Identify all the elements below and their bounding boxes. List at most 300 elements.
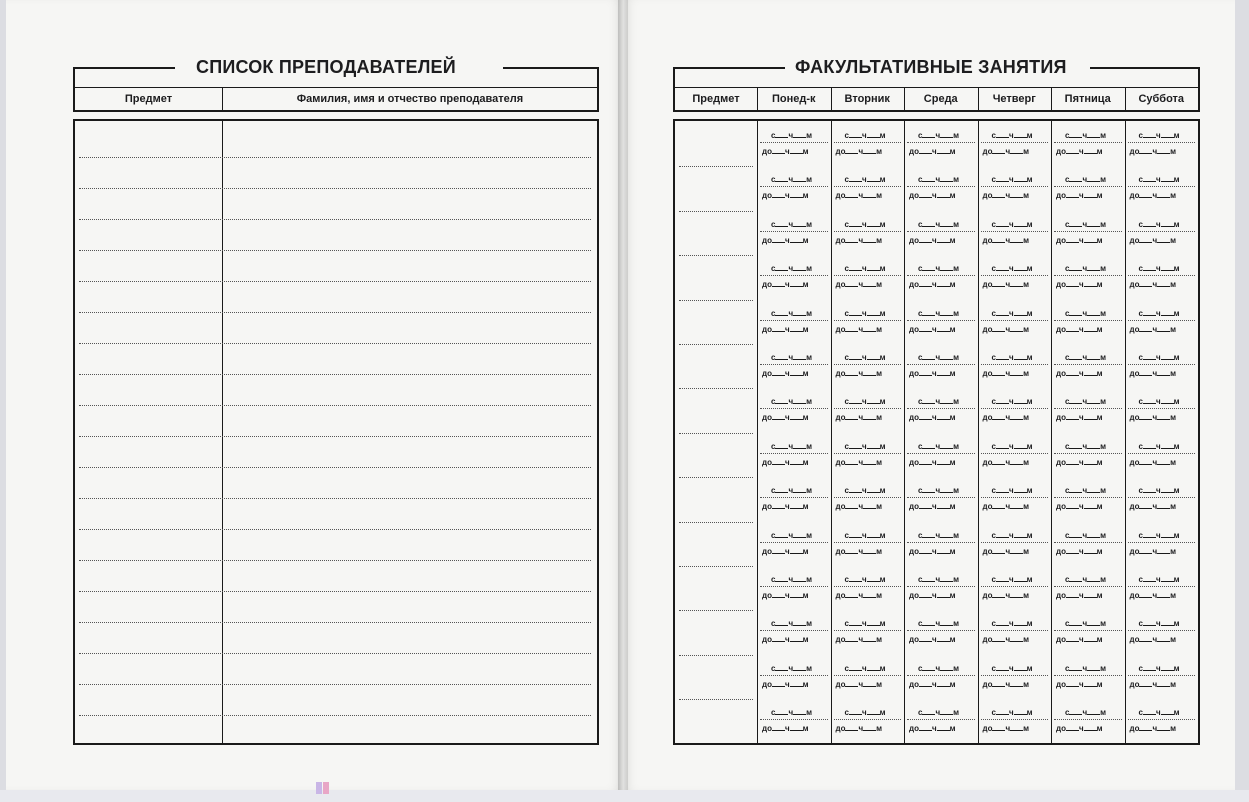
time-slot-to: до ч м xyxy=(909,591,956,600)
time-slot-divider xyxy=(834,408,902,409)
time-slot-to: до ч м xyxy=(982,235,1030,245)
time-slot-to: до ч м xyxy=(835,413,883,423)
time-slot-to: до ч м xyxy=(1129,457,1177,467)
time-slot-divider xyxy=(1128,497,1196,498)
time-slot-from: с ч м xyxy=(991,530,1033,540)
time-slot-to: до ч м xyxy=(1056,413,1103,423)
time-slot-from: с ч м xyxy=(844,486,886,496)
electives-col-day: Понед-к xyxy=(771,93,816,105)
time-slot-from: с ч м xyxy=(991,441,1033,451)
time-slot-divider xyxy=(760,320,828,321)
time-slot-divider xyxy=(907,719,975,720)
time-slot-divider xyxy=(981,320,1049,321)
time-slot-divider xyxy=(981,142,1049,143)
time-slot-to: до ч м xyxy=(762,235,809,245)
elective-row-line xyxy=(679,433,753,434)
time-slot-to: до ч м xyxy=(1129,235,1177,245)
book-edge xyxy=(0,790,1249,802)
electives-col-day: Вторник xyxy=(844,93,890,105)
time-slot-from: с ч м xyxy=(918,708,960,718)
electives-col-day: Среда xyxy=(923,93,958,105)
time-slot-to: до ч м xyxy=(982,724,1030,734)
time-slot-divider xyxy=(834,497,902,498)
time-slot-divider xyxy=(760,275,828,276)
time-slot-divider xyxy=(1054,497,1122,498)
time-slot-to: до ч м xyxy=(909,369,956,378)
time-slot-from: с ч м xyxy=(991,708,1033,718)
teacher-row-line xyxy=(79,560,591,561)
teacher-row-line xyxy=(79,529,591,530)
time-slot-divider xyxy=(1054,586,1122,587)
time-slot-to: до ч м xyxy=(835,591,883,600)
time-slot-to: до ч м xyxy=(1056,635,1103,645)
time-slot-from: с ч м xyxy=(771,663,813,673)
time-slot-from: с ч м xyxy=(918,175,960,185)
time-slot-to: до ч м xyxy=(909,413,956,423)
time-slot-divider xyxy=(1128,453,1196,454)
time-slot-to: до ч м xyxy=(762,369,809,378)
time-slot-to: до ч м xyxy=(909,191,956,201)
time-slot-from: с ч м xyxy=(918,441,960,451)
time-slot-to: до ч м xyxy=(835,635,883,645)
teacher-row-line xyxy=(79,684,591,685)
time-slot-from: с ч м xyxy=(1138,530,1180,540)
teacher-row-line xyxy=(79,405,591,406)
time-slot-divider xyxy=(760,542,828,543)
elective-row-line xyxy=(679,255,753,256)
time-slot-divider xyxy=(907,142,975,143)
time-slot-divider xyxy=(981,408,1049,409)
time-slot-divider xyxy=(760,586,828,587)
time-slot-from: с ч м xyxy=(918,353,960,362)
time-slot-to: до ч м xyxy=(835,191,883,201)
time-slot-from: с ч м xyxy=(991,308,1033,318)
time-slot-divider xyxy=(981,364,1049,365)
time-slot-to: до ч м xyxy=(982,147,1030,156)
time-slot-from: с ч м xyxy=(918,219,960,229)
time-slot-divider xyxy=(1054,275,1122,276)
time-slot-divider xyxy=(760,719,828,720)
time-slot-divider xyxy=(981,586,1049,587)
time-slot-from: с ч м xyxy=(771,219,813,229)
time-slot-divider xyxy=(907,586,975,587)
teachers-col-subject: Предмет xyxy=(124,93,173,105)
time-slot-to: до ч м xyxy=(835,546,883,556)
elective-row-line xyxy=(679,211,753,212)
time-slot-to: до ч м xyxy=(762,457,809,467)
teacher-row-line xyxy=(79,219,591,220)
time-slot-divider xyxy=(907,231,975,232)
time-slot-to: до ч м xyxy=(982,591,1030,600)
time-slot-from: с ч м xyxy=(1138,441,1180,451)
elective-row-line xyxy=(679,522,753,523)
time-slot-to: до ч м xyxy=(909,324,956,334)
time-slot-divider xyxy=(834,231,902,232)
time-slot-to: до ч м xyxy=(762,679,809,689)
time-slot-divider xyxy=(907,675,975,676)
time-slot-from: с ч м xyxy=(918,663,960,673)
time-slot-divider xyxy=(1128,630,1196,631)
teacher-row-line xyxy=(79,622,591,623)
time-slot-to: до ч м xyxy=(835,457,883,467)
time-slot-from: с ч м xyxy=(1138,663,1180,673)
time-slot-to: до ч м xyxy=(1129,546,1177,556)
time-slot-divider xyxy=(834,364,902,365)
elective-row-line xyxy=(679,388,753,389)
time-slot-from: с ч м xyxy=(771,264,813,274)
time-slot-divider xyxy=(1128,320,1196,321)
time-slot-from: с ч м xyxy=(918,530,960,540)
time-slot-from: с ч м xyxy=(1138,708,1180,718)
time-slot-from: с ч м xyxy=(844,353,886,362)
teachers-col-name: Фамилия, имя и отчество преподавателя xyxy=(296,93,524,105)
electives-col-subject: Предмет xyxy=(692,93,740,105)
teacher-row-line xyxy=(79,498,591,499)
time-slot-to: до ч м xyxy=(1129,324,1177,334)
time-slot-from: с ч м xyxy=(991,219,1033,229)
time-slot-to: до ч м xyxy=(835,147,883,156)
time-slot-divider xyxy=(834,542,902,543)
bookmark-ribbon xyxy=(316,782,322,794)
time-slot-divider xyxy=(760,231,828,232)
time-slot-to: до ч м xyxy=(835,369,883,378)
time-slot-to: до ч м xyxy=(835,280,883,290)
time-slot-to: до ч м xyxy=(909,502,956,512)
time-slot-divider xyxy=(1054,231,1122,232)
time-slot-to: до ч м xyxy=(909,679,956,689)
time-slot-divider xyxy=(834,186,902,187)
time-slot-from: с ч м xyxy=(918,397,960,407)
time-slot-from: с ч м xyxy=(771,708,813,718)
electives-col-day: Пятница xyxy=(1064,93,1111,105)
elective-row-line xyxy=(679,344,753,345)
time-slot-divider xyxy=(834,630,902,631)
time-slot-divider xyxy=(1128,408,1196,409)
time-slot-to: до ч м xyxy=(982,191,1030,201)
time-slot-divider xyxy=(760,675,828,676)
time-slot-divider xyxy=(1054,320,1122,321)
time-slot-divider xyxy=(760,186,828,187)
time-slot-divider xyxy=(981,186,1049,187)
time-slot-divider xyxy=(1128,142,1196,143)
time-slot-to: до ч м xyxy=(1056,546,1103,556)
time-slot-divider xyxy=(981,719,1049,720)
time-slot-from: с ч м xyxy=(771,619,813,629)
teacher-row-line xyxy=(79,281,591,282)
time-slot-to: до ч м xyxy=(835,235,883,245)
time-slot-divider xyxy=(1128,186,1196,187)
teacher-row-line xyxy=(79,436,591,437)
time-slot-divider xyxy=(981,497,1049,498)
time-slot-from: с ч м xyxy=(844,575,886,584)
time-slot-divider xyxy=(760,497,828,498)
time-slot-divider xyxy=(907,320,975,321)
time-slot-to: до ч м xyxy=(1056,369,1103,378)
time-slot-divider xyxy=(1054,142,1122,143)
time-slot-from: с ч м xyxy=(771,353,813,362)
time-slot-to: до ч м xyxy=(1129,679,1177,689)
electives-col-day: Четверг xyxy=(992,93,1036,105)
time-slot-from: с ч м xyxy=(1138,264,1180,274)
time-slot-to: до ч м xyxy=(982,280,1030,290)
time-slot-divider xyxy=(834,142,902,143)
time-slot-divider xyxy=(1054,630,1122,631)
time-slot-to: до ч м xyxy=(1056,591,1103,600)
time-slot-to: до ч м xyxy=(1129,147,1177,156)
time-slot-divider xyxy=(907,186,975,187)
time-slot-to: до ч м xyxy=(909,457,956,467)
time-slot-from: с ч м xyxy=(1065,175,1107,185)
time-slot-to: до ч м xyxy=(762,724,809,734)
time-slot-divider xyxy=(834,586,902,587)
teacher-row-line xyxy=(79,374,591,375)
time-slot-divider xyxy=(907,542,975,543)
time-slot-divider xyxy=(834,453,902,454)
teacher-row-line xyxy=(79,250,591,251)
time-slot-divider xyxy=(1054,542,1122,543)
time-slot-from: с ч м xyxy=(844,308,886,318)
time-slot-from: с ч м xyxy=(918,308,960,318)
time-slot-from: с ч м xyxy=(991,175,1033,185)
time-slot-to: до ч м xyxy=(762,147,809,156)
time-slot-to: до ч м xyxy=(1056,724,1103,734)
time-slot-divider xyxy=(1054,408,1122,409)
time-slot-from: с ч м xyxy=(844,131,886,140)
time-slot-from: с ч м xyxy=(991,486,1033,496)
time-slot-to: до ч м xyxy=(1129,591,1177,600)
time-slot-from: с ч м xyxy=(844,530,886,540)
time-slot-divider xyxy=(1128,364,1196,365)
time-slot-from: с ч м xyxy=(844,264,886,274)
time-slot-from: с ч м xyxy=(1138,219,1180,229)
time-slot-from: с ч м xyxy=(1138,353,1180,362)
time-slot-from: с ч м xyxy=(771,575,813,584)
time-slot-from: с ч м xyxy=(918,131,960,140)
electives-col-day: Суббота xyxy=(1138,93,1185,105)
time-slot-divider xyxy=(1128,542,1196,543)
time-slot-to: до ч м xyxy=(762,191,809,201)
elective-row-line xyxy=(679,300,753,301)
time-slot-divider xyxy=(760,142,828,143)
time-slot-divider xyxy=(907,453,975,454)
time-slot-divider xyxy=(1128,719,1196,720)
time-slot-to: до ч м xyxy=(982,679,1030,689)
time-slot-from: с ч м xyxy=(1138,131,1180,140)
time-slot-to: до ч м xyxy=(762,591,809,600)
time-slot-divider xyxy=(981,231,1049,232)
time-slot-divider xyxy=(1054,453,1122,454)
time-slot-to: до ч м xyxy=(1056,324,1103,334)
teacher-row-line xyxy=(79,343,591,344)
time-slot-divider xyxy=(981,275,1049,276)
time-slot-from: с ч м xyxy=(844,708,886,718)
time-slot-from: с ч м xyxy=(1065,397,1107,407)
time-slot-divider xyxy=(834,275,902,276)
time-slot-from: с ч м xyxy=(1138,175,1180,185)
time-slot-divider xyxy=(907,364,975,365)
time-slot-to: до ч м xyxy=(762,280,809,290)
time-slot-from: с ч м xyxy=(844,397,886,407)
time-slot-divider xyxy=(1128,675,1196,676)
time-slot-from: с ч м xyxy=(1065,708,1107,718)
time-slot-from: с ч м xyxy=(991,663,1033,673)
teacher-row-line xyxy=(79,653,591,654)
time-slot-divider xyxy=(834,675,902,676)
time-slot-to: до ч м xyxy=(1129,369,1177,378)
time-slot-from: с ч м xyxy=(1065,530,1107,540)
time-slot-from: с ч м xyxy=(991,131,1033,140)
time-slot-from: с ч м xyxy=(771,131,813,140)
time-slot-divider xyxy=(1054,364,1122,365)
teacher-row-line xyxy=(79,188,591,189)
time-slot-to: до ч м xyxy=(909,635,956,645)
time-slot-divider xyxy=(1128,231,1196,232)
time-slot-divider xyxy=(760,364,828,365)
electives-header xyxy=(673,57,1200,112)
time-slot-to: до ч м xyxy=(1056,457,1103,467)
elective-row-line xyxy=(679,699,753,700)
time-slot-from: с ч м xyxy=(991,397,1033,407)
time-slot-from: с ч м xyxy=(1065,264,1107,274)
time-slot-from: с ч м xyxy=(1138,486,1180,496)
time-slot-to: до ч м xyxy=(1129,191,1177,201)
time-slot-to: до ч м xyxy=(982,324,1030,334)
time-slot-to: до ч м xyxy=(982,635,1030,645)
time-slot-from: с ч м xyxy=(918,575,960,584)
elective-row-line xyxy=(679,166,753,167)
time-slot-divider xyxy=(981,453,1049,454)
time-slot-from: с ч м xyxy=(918,619,960,629)
time-slot-divider xyxy=(834,719,902,720)
bookmark-ribbon xyxy=(323,782,329,794)
time-slot-to: до ч м xyxy=(1056,280,1103,290)
time-slot-from: с ч м xyxy=(771,397,813,407)
time-slot-divider xyxy=(1128,586,1196,587)
time-slot-from: с ч м xyxy=(1065,353,1107,362)
time-slot-to: до ч м xyxy=(909,147,956,156)
time-slot-to: до ч м xyxy=(762,324,809,334)
time-slot-to: до ч м xyxy=(1129,635,1177,645)
time-slot-from: с ч м xyxy=(1065,308,1107,318)
time-slot-divider xyxy=(981,675,1049,676)
teacher-row-line xyxy=(79,467,591,468)
time-slot-to: до ч м xyxy=(762,502,809,512)
time-slot-divider xyxy=(834,320,902,321)
time-slot-from: с ч м xyxy=(991,264,1033,274)
time-slot-from: с ч м xyxy=(771,441,813,451)
book-gutter xyxy=(618,0,628,790)
time-slot-from: с ч м xyxy=(771,308,813,318)
time-slot-to: до ч м xyxy=(982,546,1030,556)
time-slot-divider xyxy=(760,453,828,454)
time-slot-from: с ч м xyxy=(991,575,1033,584)
time-slot-divider xyxy=(1054,719,1122,720)
time-slot-divider xyxy=(1054,186,1122,187)
time-slot-divider xyxy=(907,497,975,498)
time-slot-from: с ч м xyxy=(1065,131,1107,140)
time-slot-to: до ч м xyxy=(835,724,883,734)
time-slot-from: с ч м xyxy=(1138,619,1180,629)
time-slot-to: до ч м xyxy=(909,724,956,734)
electives-title: ФАКУЛЬТАТИВНЫЕ ЗАНЯТИЯ xyxy=(789,56,1073,78)
time-slot-to: до ч м xyxy=(1056,147,1103,156)
time-slot-from: с ч м xyxy=(1065,575,1107,584)
time-slot-from: с ч м xyxy=(844,663,886,673)
time-slot-divider xyxy=(1054,675,1122,676)
time-slot-divider xyxy=(907,275,975,276)
time-slot-to: до ч м xyxy=(762,635,809,645)
time-slot-to: до ч м xyxy=(909,235,956,245)
time-slot-from: с ч м xyxy=(844,441,886,451)
time-slot-from: с ч м xyxy=(771,530,813,540)
time-slot-from: с ч м xyxy=(918,264,960,274)
time-slot-from: с ч м xyxy=(771,175,813,185)
time-slot-from: с ч м xyxy=(918,486,960,496)
teacher-row-line xyxy=(79,715,591,716)
time-slot-from: с ч м xyxy=(1138,308,1180,318)
elective-row-line xyxy=(679,566,753,567)
time-slot-from: с ч м xyxy=(844,619,886,629)
time-slot-divider xyxy=(981,630,1049,631)
time-slot-to: до ч м xyxy=(982,413,1030,423)
time-slot-divider xyxy=(981,542,1049,543)
time-slot-to: до ч м xyxy=(762,413,809,423)
teachers-header xyxy=(73,57,599,112)
time-slot-to: до ч м xyxy=(1129,280,1177,290)
time-slot-to: до ч м xyxy=(835,679,883,689)
time-slot-divider xyxy=(760,630,828,631)
time-slot-to: до ч м xyxy=(762,546,809,556)
time-slot-from: с ч м xyxy=(1138,397,1180,407)
time-slot-to: до ч м xyxy=(1056,502,1103,512)
elective-row-line xyxy=(679,610,753,611)
time-slot-to: до ч м xyxy=(1056,235,1103,245)
time-slot-from: с ч м xyxy=(1065,619,1107,629)
time-slot-divider xyxy=(1128,275,1196,276)
time-slot-divider xyxy=(760,408,828,409)
teacher-row-line xyxy=(79,312,591,313)
time-slot-to: до ч м xyxy=(982,502,1030,512)
elective-row-line xyxy=(679,477,753,478)
time-slot-to: до ч м xyxy=(1129,413,1177,423)
time-slot-from: с ч м xyxy=(844,175,886,185)
teachers-title: СПИСОК ПРЕПОДАВАТЕЛЕЙ xyxy=(190,56,462,78)
time-slot-from: с ч м xyxy=(1065,219,1107,229)
time-slot-to: до ч м xyxy=(1129,502,1177,512)
time-slot-to: до ч м xyxy=(835,502,883,512)
time-slot-from: с ч м xyxy=(991,353,1033,362)
time-slot-from: с ч м xyxy=(844,219,886,229)
time-slot-from: с ч м xyxy=(771,486,813,496)
time-slot-divider xyxy=(907,408,975,409)
time-slot-to: до ч м xyxy=(835,324,883,334)
time-slot-from: с ч м xyxy=(1065,663,1107,673)
time-slot-to: до ч м xyxy=(909,280,956,290)
teachers-table xyxy=(73,119,599,745)
elective-row-line xyxy=(679,655,753,656)
time-slot-from: с ч м xyxy=(1065,441,1107,451)
time-slot-to: до ч м xyxy=(1056,679,1103,689)
time-slot-divider xyxy=(907,630,975,631)
electives-table xyxy=(673,119,1200,745)
time-slot-to: до ч м xyxy=(1056,191,1103,201)
teacher-row-line xyxy=(79,157,591,158)
time-slot-from: с ч м xyxy=(1138,575,1180,584)
time-slot-to: до ч м xyxy=(909,546,956,556)
time-slot-to: до ч м xyxy=(982,369,1030,378)
time-slot-to: до ч м xyxy=(1129,724,1177,734)
time-slot-from: с ч м xyxy=(1065,486,1107,496)
